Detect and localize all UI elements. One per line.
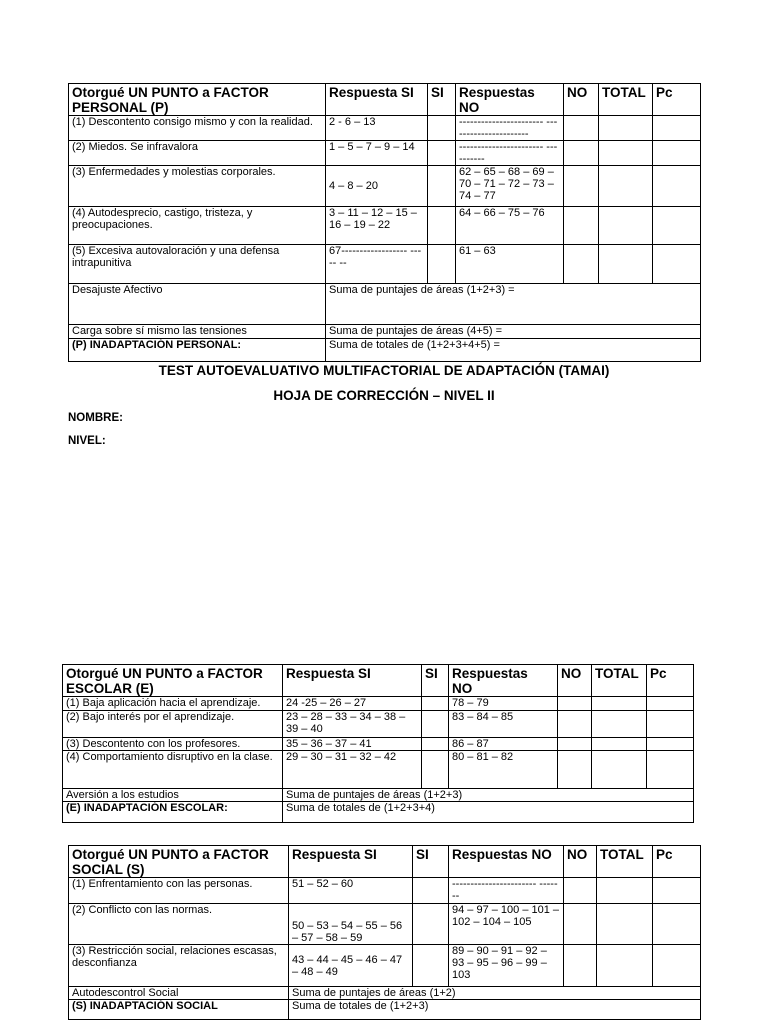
area-label: (3) Restricción social, relaciones escasas, desconfianza [69, 945, 289, 987]
total-row [63, 802, 694, 823]
si-items: 51 – 52 – 60 [289, 878, 413, 904]
escolar-title-line2: ESCOLAR (E) [66, 681, 154, 696]
header-si: SI [413, 846, 449, 878]
no-items: 62 – 65 – 68 – 69 – 70 – 71 – 72 – 73 – 74 – 77 [456, 166, 564, 207]
table-row [69, 116, 701, 141]
inadaptacion-social-label: (S) INADAPTACIÓN SOCIAL [69, 1000, 289, 1020]
no-items: ----------------------- ------- [449, 878, 564, 904]
summary-row [69, 325, 701, 339]
no-score-cell[interactable] [564, 141, 599, 166]
si-score-cell[interactable] [413, 904, 449, 945]
table-row [69, 904, 701, 945]
nombre-label: NOMBRE: [68, 412, 123, 424]
area-label: (5) Excesiva autovaloración y una defensa intrapunitiva [69, 245, 326, 284]
personal-factor-table [68, 83, 701, 362]
aversion-label: Aversión a los estudios [63, 789, 283, 802]
header-no: NO [564, 846, 597, 878]
no-score-cell[interactable] [558, 738, 592, 751]
no-score-cell[interactable] [564, 878, 597, 904]
total-cell[interactable] [599, 166, 653, 207]
header-respuesta-si: Respuesta SI [289, 846, 413, 878]
carga-value: Suma de puntajes de áreas (4+5) = [326, 325, 701, 339]
inadaptacion-personal-label: (P) INADAPTACIÓN PERSONAL: [69, 339, 326, 362]
inadaptacion-personal-value: Suma de totales de (1+2+3+4+5) = [326, 339, 701, 362]
header-pc: Pc [647, 665, 694, 697]
header-respuestas-no: Respuestas NO [449, 846, 564, 878]
escolar-title-cell [63, 665, 283, 697]
table-row [69, 207, 701, 245]
si-score-cell[interactable] [422, 711, 449, 738]
social-title-line1: Otorgué UN PUNTO a FACTOR [72, 847, 269, 862]
aversion-value: Suma de puntajes de áreas (1+2+3) [283, 789, 694, 802]
si-score-cell[interactable] [422, 697, 449, 711]
total-row [69, 1000, 701, 1020]
area-label: (2) Bajo interés por el aprendizaje. [63, 711, 283, 738]
no-items: 89 – 90 – 91 – 92 – 93 – 95 – 96 – 99 – 103 [449, 945, 564, 987]
no-score-cell[interactable] [558, 711, 592, 738]
no-items: 61 – 63 [456, 245, 564, 284]
header-pc: Pc [653, 84, 701, 116]
header-respuestas-no-line1: Respuestas [452, 666, 528, 681]
total-cell[interactable] [592, 738, 647, 751]
no-score-cell[interactable] [564, 207, 599, 245]
total-cell[interactable] [597, 945, 653, 987]
no-score-cell[interactable] [564, 945, 597, 987]
area-label: (1) Baja aplicación hacia el aprendizaje. [63, 697, 283, 711]
pc-cell[interactable] [647, 697, 694, 711]
total-cell[interactable] [599, 207, 653, 245]
summary-row [69, 284, 701, 325]
social-title-line2: SOCIAL (S) [72, 862, 145, 877]
no-score-cell[interactable] [564, 904, 597, 945]
area-label: (2) Miedos. Se infravalora [69, 141, 326, 166]
si-items: 2 - 6 – 13 [326, 116, 428, 141]
si-score-cell[interactable] [422, 738, 449, 751]
header-respuestas-no-line2: NO [452, 681, 473, 696]
table-row [63, 697, 694, 711]
personal-title-line2: PERSONAL (P) [72, 100, 169, 115]
si-items: 43 – 44 – 45 – 46 – 47 – 48 – 49 [289, 945, 413, 987]
si-score-cell[interactable] [422, 751, 449, 789]
pc-cell[interactable] [647, 738, 694, 751]
desajuste-afectivo-value: Suma de puntajes de áreas (1+2+3) = [326, 284, 701, 325]
total-cell[interactable] [599, 116, 653, 141]
si-items: 1 – 5 – 7 – 9 – 14 [326, 141, 428, 166]
si-score-cell[interactable] [428, 116, 456, 141]
total-cell[interactable] [599, 141, 653, 166]
header-respuesta-si: Respuesta SI [326, 84, 428, 116]
no-items: 64 – 66 – 75 – 76 [456, 207, 564, 245]
table-row [63, 751, 694, 789]
pc-cell[interactable] [653, 878, 701, 904]
personal-title-cell [69, 84, 326, 116]
header-respuestas-no [456, 84, 564, 116]
si-score-cell[interactable] [413, 945, 449, 987]
autodescontrol-label: Autodescontrol Social [69, 987, 289, 1000]
header-no: NO [558, 665, 592, 697]
table-row [69, 245, 701, 284]
area-label: (4) Comportamiento disruptivo en la clase. [63, 751, 283, 789]
no-items: 86 – 87 [449, 738, 558, 751]
total-cell[interactable] [597, 904, 653, 945]
pc-cell[interactable] [653, 166, 701, 207]
si-score-cell[interactable] [428, 141, 456, 166]
pc-cell[interactable] [653, 904, 701, 945]
header-pc: Pc [653, 846, 701, 878]
inadaptacion-escolar-value: Suma de totales de (1+2+3+4) [283, 802, 694, 823]
pc-cell[interactable] [653, 245, 701, 284]
si-items: 4 – 8 – 20 [326, 166, 428, 207]
si-score-cell[interactable] [428, 207, 456, 245]
si-items: 35 – 36 – 37 – 41 [283, 738, 422, 751]
test-title: TEST AUTOEVALUATIVO MULTIFACTORIAL DE ADAPTACIÓN (TAMAI) [158, 363, 610, 378]
personal-title-line1: Otorgué UN PUNTO a FACTOR [72, 85, 269, 100]
no-items: ----------------------- ---------- [456, 141, 564, 166]
table-row [63, 711, 694, 738]
si-score-cell[interactable] [428, 245, 456, 284]
no-items: 94 – 97 – 100 – 101 – 102 – 104 – 105 [449, 904, 564, 945]
desajuste-afectivo-label: Desajuste Afectivo [69, 284, 326, 325]
summary-row [63, 789, 694, 802]
pc-cell[interactable] [653, 141, 701, 166]
area-label: (1) Descontento consigo mismo y con la realidad. [69, 116, 326, 141]
carga-label: Carga sobre sí mismo las tensiones [69, 325, 326, 339]
escolar-title-line1: Otorgué UN PUNTO a FACTOR [66, 666, 263, 681]
no-score-cell[interactable] [564, 166, 599, 207]
area-label: (3) Enfermedades y molestias corporales. [69, 166, 326, 207]
total-cell[interactable] [599, 245, 653, 284]
area-label: (1) Enfrentamiento con las personas. [69, 878, 289, 904]
no-score-cell[interactable] [558, 697, 592, 711]
no-items: 78 – 79 [449, 697, 558, 711]
header-si: SI [428, 84, 456, 116]
pc-cell[interactable] [647, 711, 694, 738]
header-total: TOTAL [592, 665, 647, 697]
pc-cell[interactable] [653, 207, 701, 245]
header-respuesta-si: Respuesta SI [283, 665, 422, 697]
header-total: TOTAL [597, 846, 653, 878]
total-cell[interactable] [592, 697, 647, 711]
si-items: 29 – 30 – 31 – 32 – 42 [283, 751, 422, 789]
inadaptacion-social-value: Suma de totales de (1+2+3) [289, 1000, 701, 1020]
si-items: 50 – 53 – 54 – 55 – 56 – 57 – 58 – 59 [289, 904, 413, 945]
si-items: 3 – 11 – 12 – 15 – 16 – 19 – 22 [326, 207, 428, 245]
table-row [69, 945, 701, 987]
no-items: 83 – 84 – 85 [449, 711, 558, 738]
si-score-cell[interactable] [428, 166, 456, 207]
pc-cell[interactable] [653, 945, 701, 987]
si-items: 67------------------ ----- -- [326, 245, 428, 284]
social-factor-table [68, 845, 701, 1020]
header-total: TOTAL [599, 84, 653, 116]
si-items: 24 -25 – 26 – 27 [283, 697, 422, 711]
table-row [69, 166, 701, 207]
test-subtitle: HOJA DE CORRECCIÓN – NIVEL II [273, 388, 495, 403]
inadaptacion-escolar-label: (E) INADAPTACIÓN ESCOLAR: [63, 802, 283, 823]
total-row [69, 339, 701, 362]
social-title-cell [69, 846, 289, 878]
total-cell[interactable] [592, 751, 647, 789]
header-si: SI [422, 665, 449, 697]
table-row [63, 738, 694, 751]
nivel-label: NIVEL: [68, 435, 106, 447]
header-respuestas-no-line1: Respuestas [459, 85, 535, 100]
no-score-cell[interactable] [564, 116, 599, 141]
header-no: NO [564, 84, 599, 116]
autodescontrol-value: Suma de puntajes de áreas (1+2) [289, 987, 701, 1000]
header-respuestas-no-line2: NO [459, 100, 480, 115]
area-label: (2) Conflicto con las normas. [69, 904, 289, 945]
pc-cell[interactable] [647, 751, 694, 789]
si-score-cell[interactable] [413, 878, 449, 904]
area-label: (4) Autodesprecio, castigo, tristeza, y preocupaciones. [69, 207, 326, 245]
total-cell[interactable] [592, 711, 647, 738]
no-items: ----------------------- ---------------------- [456, 116, 564, 141]
total-cell[interactable] [597, 878, 653, 904]
si-items: 23 – 28 – 33 – 34 – 38 – 39 – 40 [283, 711, 422, 738]
summary-row [69, 987, 701, 1000]
no-items: 80 – 81 – 82 [449, 751, 558, 789]
area-label: (3) Descontento con los profesores. [63, 738, 283, 751]
table-row [69, 141, 701, 166]
pc-cell[interactable] [653, 116, 701, 141]
no-score-cell[interactable] [558, 751, 592, 789]
header-respuestas-no [449, 665, 558, 697]
no-score-cell[interactable] [564, 245, 599, 284]
escolar-factor-table [62, 664, 694, 823]
table-row [69, 878, 701, 904]
